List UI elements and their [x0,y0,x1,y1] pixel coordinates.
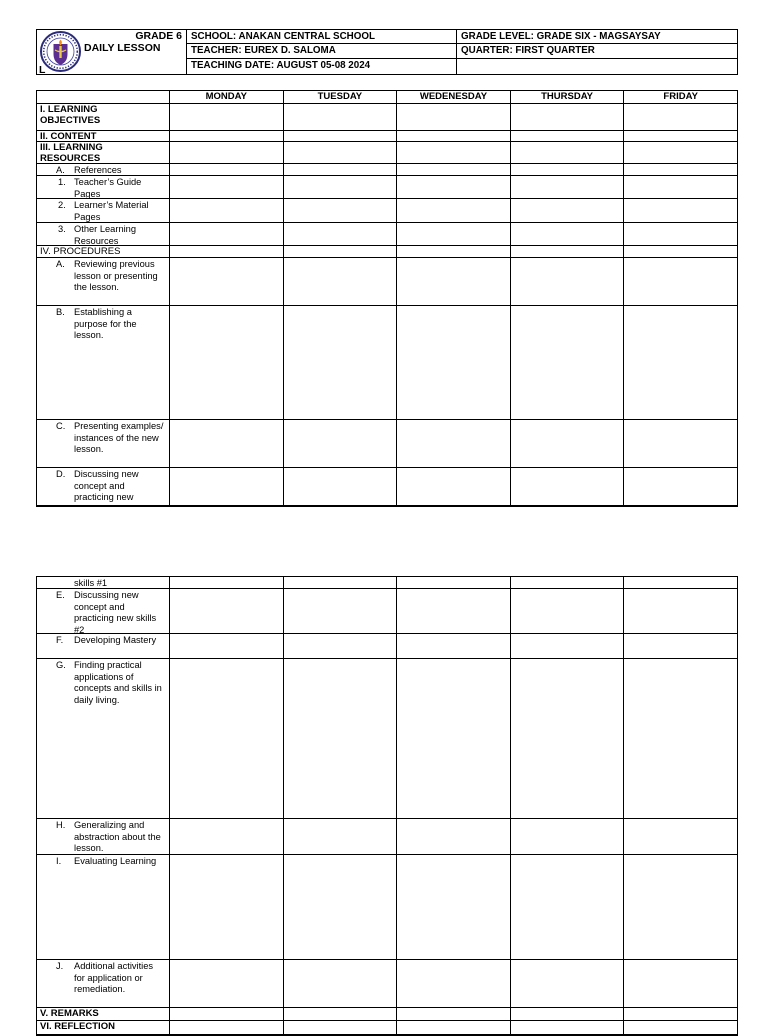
table-row [37,104,737,131]
item-marker: A. [56,259,65,269]
day-header-thursday: THURSDAY [510,91,624,103]
empty-day-cell [510,199,624,222]
empty-day-cell [283,223,397,245]
log-label-clipped: L [39,64,46,76]
empty-day-cell [169,258,283,305]
empty-day-cell [169,104,283,130]
item-text: Establishing a purpose for the lesson. [74,307,137,341]
row-label [37,176,169,198]
daily-lesson-label: DAILY LESSON [84,42,161,54]
row-label: II. CONTENT [40,131,97,142]
empty-day-cell [623,306,737,419]
item-marker: J. [56,961,64,971]
empty-day-cell [169,589,283,633]
table-row [37,164,737,176]
row-label: IV. PROCEDURES [40,246,121,257]
empty-day-cell [283,104,397,130]
empty-day-cell [283,589,397,633]
empty-day-cell [396,420,510,467]
item-text: skills #1 [74,578,108,588]
empty-day-cell [510,468,624,505]
item-text: Finding practical applications of concepts and skills in daily living. [74,660,162,705]
table-row [37,1008,737,1021]
item-marker: 3. [58,224,66,234]
empty-day-cell [623,659,737,818]
empty-day-cell [510,420,624,467]
row-label [37,589,169,633]
empty-day-cell [283,468,397,505]
day-header-friday: FRIDAY [623,91,737,103]
teacher-field: TEACHER: EUREX D. SALOMA [187,44,456,58]
item-marker: F. [56,635,64,645]
empty-day-cell [283,199,397,222]
empty-day-cell [510,142,624,163]
empty-day-cell [510,258,624,305]
item-marker: E. [56,590,65,600]
empty-day-cell [623,176,737,198]
quarter-field: QUARTER: FIRST QUARTER [457,44,737,58]
row-label [37,199,169,222]
empty-day-cell [510,164,624,175]
empty-day-cell [623,1008,737,1020]
empty-day-cell [623,131,737,141]
empty-day-cell [169,142,283,163]
empty-day-cell [169,468,283,505]
item-marker: B. [56,307,65,317]
empty-day-cell [283,855,397,959]
empty-day-cell [396,960,510,1007]
table-row [37,634,737,659]
empty-day-cell [396,855,510,959]
row-label [37,819,169,854]
row-label [37,855,169,959]
item-text: References [74,165,122,175]
row-label [37,577,169,588]
day-header-wednesday: WEDENESDAY [396,91,510,103]
empty-day-cell [396,142,510,163]
lesson-table-page1 [36,90,738,507]
empty-day-cell [623,855,737,959]
empty-day-cell [283,258,397,305]
empty-day-cell [623,577,737,588]
item-marker [58,578,74,588]
table-row [37,819,737,855]
empty-day-cell [623,164,737,175]
empty-day-cell [510,223,624,245]
item-marker: 1. [58,177,66,187]
header-middle-column [186,30,456,74]
empty-day-cell [396,577,510,588]
row-label: I. LEARNING OBJECTIVES [40,104,101,126]
empty-day-cell [169,306,283,419]
empty-day-cell [623,199,737,222]
lesson-table-page2 [36,576,738,1036]
table-row [37,855,737,960]
row-label: III. LEARNING RESOURCES [40,142,103,164]
table-row [37,468,737,506]
empty-day-cell [396,589,510,633]
school-field: SCHOOL: ANAKAN CENTRAL SCHOOL [187,30,456,44]
empty-day-cell [169,164,283,175]
row-label [37,306,169,419]
item-text: Additional activities for application or remediation. [74,961,154,995]
table-row [37,960,737,1008]
row-label [37,223,169,245]
item-text: Other Learning Resources [74,224,137,246]
empty-day-cell [623,142,737,163]
empty-day-cell [510,176,624,198]
empty-day-cell [283,1021,397,1034]
grade-level-field: GRADE LEVEL: GRADE SIX - MAGSAYSAY [457,30,737,44]
table-row [37,131,737,142]
empty-day-cell [169,577,283,588]
empty-day-cell [623,1021,737,1034]
empty-day-cell [396,306,510,419]
corner-empty-cell [37,91,169,103]
empty-day-cell [510,131,624,141]
grade-label: GRADE 6 [135,30,182,42]
item-marker: G. [56,660,66,670]
empty-day-cell [169,1021,283,1034]
row-label [37,258,169,305]
empty-day-cell [283,819,397,854]
empty-day-cell [510,819,624,854]
item-text: Learner’s Material Pages [74,200,149,222]
empty-day-cell [283,577,397,588]
empty-day-cell [283,659,397,818]
item-text: Developing Mastery [74,635,157,645]
empty-day-cell [283,306,397,419]
row-label [37,468,169,505]
item-marker: D. [56,469,66,479]
empty-day-cell [396,164,510,175]
empty-day-cell [623,819,737,854]
empty-day-cell [396,246,510,257]
row-label [37,659,169,818]
empty-day-cell [396,1021,510,1034]
item-text: Discussing new concept and practicing new skills #2 [74,590,157,635]
empty-day-cell [510,960,624,1007]
empty-day-cell [396,659,510,818]
empty-day-cell [169,960,283,1007]
row-label [37,164,169,175]
table-row [37,1021,737,1035]
item-text: Teacher’s Guide Pages [74,177,142,199]
empty-day-cell [396,199,510,222]
row-label: VI. REFLECTION [40,1021,115,1032]
day-header-monday: MONDAY [169,91,283,103]
empty-day-cell [396,176,510,198]
empty-day-cell [623,420,737,467]
empty-day-cell [169,131,283,141]
header-left-cell [37,30,186,74]
empty-day-cell [623,468,737,505]
empty-day-cell [510,589,624,633]
day-header-row [37,91,737,104]
empty-day-cell [396,131,510,141]
table-row [37,246,737,258]
row-label [37,960,169,1007]
empty-day-cell [169,634,283,658]
empty-day-cell [396,634,510,658]
table-row [37,199,737,223]
table-row [37,420,737,468]
teaching-date-field: TEACHING DATE: AUGUST 05-08 2024 [191,59,371,71]
empty-day-cell [623,960,737,1007]
empty-day-cell [510,1021,624,1034]
empty-day-cell [169,246,283,257]
empty-day-cell [396,1008,510,1020]
empty-day-cell [623,258,737,305]
empty-day-cell [283,634,397,658]
table-row [37,577,737,589]
row-label [37,420,169,467]
empty-day-cell [169,659,283,818]
empty-day-cell [169,855,283,959]
table-row [37,659,737,819]
item-text: Presenting examples/ instances of the new lesson. [74,421,164,455]
item-marker: 2. [58,200,66,210]
empty-day-cell [169,819,283,854]
item-text: Evaluating Learning [74,856,157,866]
item-text: Generalizing and abstraction about the lesson. [74,820,161,854]
empty-day-cell [283,1008,397,1020]
empty-day-cell [396,104,510,130]
header-table [36,29,738,75]
table-row [37,176,737,199]
empty-day-cell [169,1008,283,1020]
item-text: Reviewing previous lesson or presenting the lesson. [74,259,158,293]
table-row [37,223,737,246]
empty-day-cell [510,306,624,419]
empty-day-cell [396,468,510,505]
table-row [37,258,737,306]
page-gap [0,507,768,576]
empty-day-cell [169,176,283,198]
empty-day-cell [396,223,510,245]
empty-day-cell [283,164,397,175]
empty-day-cell [396,819,510,854]
empty-day-cell [169,420,283,467]
item-marker: H. [56,820,66,830]
empty-day-cell [283,420,397,467]
empty-day-cell [283,960,397,1007]
empty-day-cell [510,659,624,818]
empty-day-cell [623,104,737,130]
empty-day-cell [169,199,283,222]
item-marker: C. [56,421,66,431]
header-right-column [456,30,737,74]
table-row [37,589,737,634]
empty-day-cell [510,246,624,257]
empty-day-cell [283,176,397,198]
item-marker: I. [56,856,62,866]
table-row [37,306,737,420]
row-label: V. REMARKS [40,1008,99,1019]
empty-day-cell [623,223,737,245]
empty-day-cell [623,634,737,658]
empty-day-cell [283,142,397,163]
empty-day-cell [510,1008,624,1020]
empty-day-cell [283,131,397,141]
deped-seal-icon [40,31,81,77]
empty-day-cell [283,246,397,257]
item-text: Discussing new concept and practicing new [74,469,139,503]
empty-day-cell [510,577,624,588]
empty-day-cell [623,589,737,633]
row-label [37,634,169,658]
day-header-tuesday: TUESDAY [283,91,397,103]
empty-day-cell [169,223,283,245]
empty-day-cell [510,634,624,658]
empty-day-cell [396,258,510,305]
empty-day-cell [510,104,624,130]
empty-day-cell [623,246,737,257]
item-marker: A. [56,165,65,175]
header-empty-row [457,59,737,73]
empty-day-cell [510,855,624,959]
table-row [37,142,737,164]
